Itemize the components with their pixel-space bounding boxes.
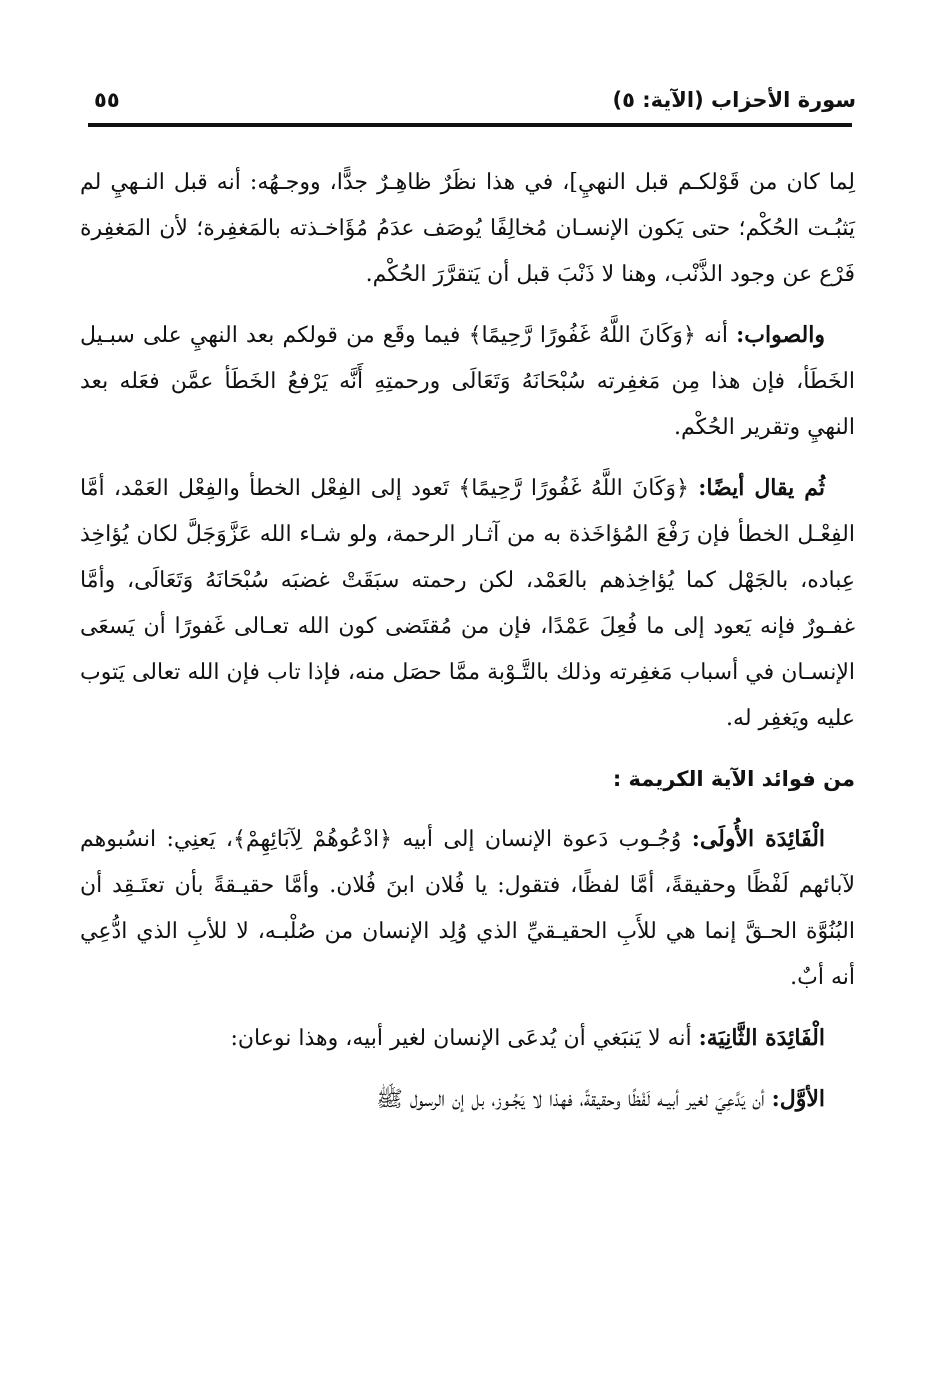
paragraph-4-lead: الْفَائِدَة الأُولَى:: [691, 826, 826, 852]
paragraph-5-text: أنه لا يَنبَغي أن يُدعَى الإنسان لغير أبيه، وهذا نوعان:: [230, 1026, 699, 1051]
header-divider: [88, 123, 852, 127]
paragraph-3-lead: ثُم يقال أيضًا:: [698, 475, 825, 501]
paragraph-3-text: ﴿وَكَانَ اللَّهُ غَفُورًا رَّحِيمًا﴾ تَعود إلى الفِعْل الخطأ والفِعْل العَمْد، أمَّا الفِعْـل الخطأ فإن رَفْعَ المُؤاخَذة به من آثـار الرحمة، ولو شـاء الله عَزَّوَجَلَّ لكان يُؤاخِذ عِباده، بالجَهْل كما يُؤاخِذهم بالعَمْد، لكن رحمته سبَقَتْ غضبَه سُبْحَانَهُ وَتَعَالَى، وأمَّا غفـورٌ فإنه يَعود إلى ما فُعِلَ عَمْدًا، فإن من مُقتَضى كون الله تعـالى غَفورًا أن يَسعَى الإنسـان في أسباب مَغفِرته وذلك بالتَّـوْبة ممَّا حصَل منه، فإذا تاب فإن الله تعالى يَتوب عليه ويَغفِر له.: [80, 476, 855, 731]
paragraph-6: [80, 1076, 855, 1123]
paragraph-1-text: لِما كان من قَوْلكـم قبل النهيِ]، في هذا نظَرٌ ظاهِـرٌ جدًّا، ووجـهُه: أنه قبل النـهيِ لم يَثبُـت الحُكْم؛ حتى يَكون الإنسـان مُخالِفًا يُوصَف عدَمُ مُؤَاخـذته بالمَغفِرة؛ لأن المَغفِرة فَرْع عن وجود الذَّنْب، وهنا لا ذَنْبَ قبل أن يَتقرَّرَ الحُكْم.: [80, 170, 855, 287]
paragraph-5: [80, 1015, 855, 1062]
paragraph-4-text: وُجُـوب دَعوة الإنسان إلى أبيه ﴿ادْعُوهُمْ لِآبَائِهِمْ﴾، يَعنِي: انسُبوهم لآبائهم لَفْظًا وحقيقةً، أمَّا لفظًا، فتقول: يا فُلان ابنَ فُلان. وأمَّا حقيـقةً بأن تعتَـقِد أن البُنُوَّة الحـقَّ إنما هي للأَبِ الحقيـقيِّ الذي وُلِد الإنسان من صُلْبـه، لا للأبِ الذي ادُّعِي أنه أبٌ.: [80, 827, 855, 990]
paragraph-6-text: أن يَدَّعِيَ لغير أبيـه لَفْظًا وحقيقةً، فهذا لا يَجُـوز، بل إن الرسول ﷺ: [376, 1087, 772, 1112]
paragraph-6-lead: الأوَّل:: [771, 1086, 825, 1112]
page-number: ٥٥: [94, 88, 120, 112]
paragraph-4: [80, 816, 855, 1001]
page-header: [88, 86, 856, 120]
paragraph-5-lead: الْفَائِدَة الثَّانِيَة:: [698, 1025, 825, 1051]
paragraph-2-lead: والصواب:: [736, 322, 825, 348]
paragraph-3: [80, 465, 855, 742]
paragraph-2-text: أنه ﴿وَكَانَ اللَّهُ غَفُورًا رَّحِيمًا﴾ فيما وقَع من قولكم بعد النهيِ على سبـيل الخَطَأ، فإن هذا مِن مَغفِرته سُبْحَانَهُ وَتَعَالَى ورحمتِهِ أَنَّه يَرْفعُ الخَطَأ عمَّن فعَله بعد النهيِ وتقرير الحُكْم.: [80, 323, 855, 440]
paragraph-2: [80, 312, 855, 451]
page-body: [80, 160, 855, 1123]
section-heading: من فوائد الآية الكريمة :: [612, 767, 855, 791]
chapter-title: سورة الأحزاب (الآية: ٥): [612, 88, 856, 112]
paragraph-1: [80, 160, 855, 298]
